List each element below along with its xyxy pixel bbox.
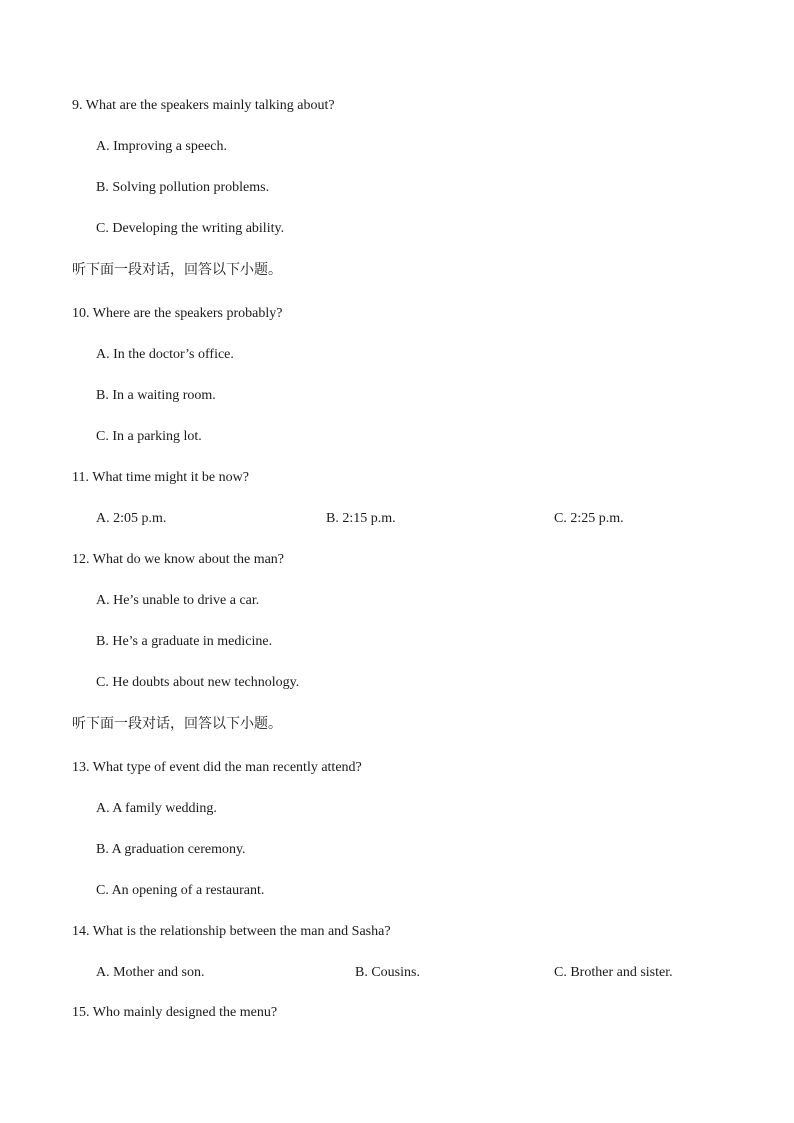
section-instruction: 听下面一段对话，回答以下小题。	[72, 716, 282, 732]
question-11-stem: 11. What time might it be now?	[72, 470, 249, 485]
question-9-option-b: B. Solving pollution problems.	[96, 180, 270, 195]
question-10-option-a: A. In the doctor’s office.	[96, 347, 234, 362]
question-13-option-b: B. A graduation ceremony.	[96, 842, 246, 857]
question-11-option-b: B. 2:15 p.m.	[326, 511, 396, 526]
question-14-option-a: A. Mother and son.	[96, 965, 205, 980]
question-10-option-c: C. In a parking lot.	[96, 429, 202, 444]
question-12-option-a: A. He’s unable to drive a car.	[96, 593, 260, 608]
question-9-option-a: A. Improving a speech.	[96, 139, 228, 154]
question-14-stem: 14. What is the relationship between the man and Sasha?	[72, 924, 391, 939]
question-12-stem: 12. What do we know about the man?	[72, 552, 285, 567]
question-14-option-b: B. Cousins.	[355, 965, 420, 980]
question-10-option-b: B. In a waiting room.	[96, 388, 216, 403]
question-10-stem: 10. Where are the speakers probably?	[72, 306, 283, 321]
question-11-option-a: A. 2:05 p.m.	[96, 511, 167, 526]
question-12-option-c: C. He doubts about new technology.	[96, 675, 300, 690]
question-13-option-c: C. An opening of a restaurant.	[96, 883, 265, 898]
question-11-option-c: C. 2:25 p.m.	[554, 511, 624, 526]
question-13-stem: 13. What type of event did the man recently attend?	[72, 760, 362, 775]
section-instruction: 听下面一段对话，回答以下小题。	[72, 262, 282, 278]
question-12-option-b: B. He’s a graduate in medicine.	[96, 634, 273, 649]
question-14-option-c: C. Brother and sister.	[554, 965, 673, 980]
question-9-option-c: C. Developing the writing ability.	[96, 221, 285, 236]
question-13-option-a: A. A family wedding.	[96, 801, 217, 816]
question-15-stem: 15. Who mainly designed the menu?	[72, 1005, 278, 1020]
question-9-stem: 9. What are the speakers mainly talking about?	[72, 98, 335, 113]
